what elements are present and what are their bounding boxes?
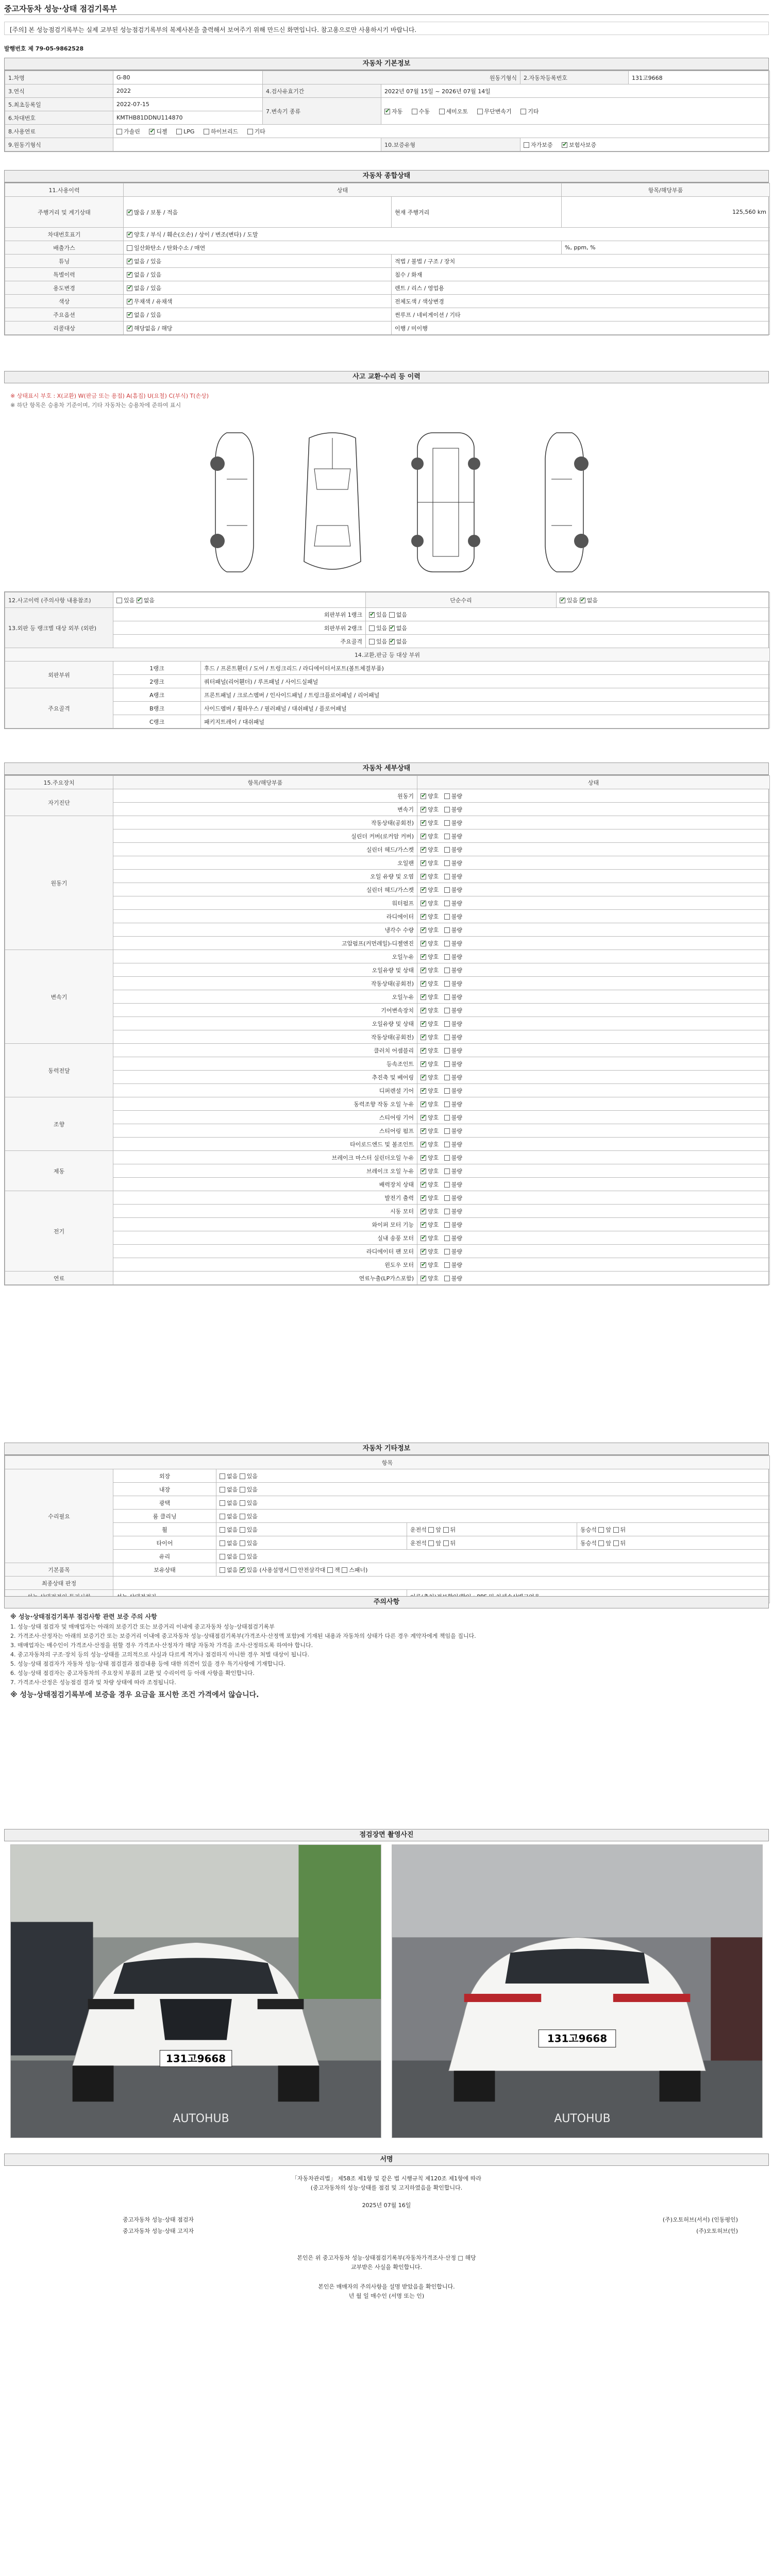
damage-legend-2: ※ 하단 항목은 승용차 기준이며, 기타 자동차는 승용차에 준하여 표시: [10, 402, 181, 409]
accident-label: 12.사고이력 (주의사항 내용참조): [5, 592, 113, 608]
detail-item-state: ✔ 양호 불량: [417, 1164, 770, 1178]
detail-item-label: 오일누유: [113, 950, 417, 963]
notice-box: [주의] 본 성능점검기록부는 실제 교부된 성능점검기록부의 복제사본을 출력해서 보여주기 위해 만드신 화면입니다. 참고용으로만 사용하시기 바랍니다.: [4, 22, 769, 35]
row-emission-label: 배출가스: [5, 241, 124, 255]
svg-text:AUTOHUB: AUTOHUB: [554, 2112, 611, 2126]
detail-item-label: 실린더 헤드/가스켓: [113, 843, 417, 856]
row-recall-note: 이행 / 미이행: [392, 321, 770, 335]
notes-warning: ※ 성능·상태점검기록부에 보증을 경우 요금을 표시한 조건 가격에서 않습니다.: [10, 1691, 259, 1699]
detail-item-label: 실린더 헤드/가스켓: [113, 883, 417, 896]
row-vin-mark-state: ✔ 양호 / 부식 / 훼손(오손) / 상이 / 변조(변타) / 도말: [124, 228, 770, 241]
label-engine-type: 원동기형식: [263, 71, 520, 84]
checkbox[interactable]: [384, 109, 390, 114]
row-color-label: 색상: [5, 295, 124, 308]
repair-label: 단순수리: [366, 592, 557, 608]
checkbox[interactable]: [439, 109, 445, 114]
car-left-side-icon: [206, 428, 263, 577]
detail-item-label: 냉각수 수량: [113, 923, 417, 937]
sign-header: 서명: [4, 2154, 769, 2166]
col-note: 항목/해당부품: [562, 183, 770, 197]
detail-item-label: 원동기: [113, 789, 417, 803]
row-tuning-note: 적법 / 불법 / 구조 / 장치: [392, 255, 770, 268]
value-vin: KMTHB81DDNU114870: [113, 111, 263, 125]
detail-item-label: 작동상태(공회전): [113, 816, 417, 829]
row-special-label: 특별이력: [5, 268, 124, 281]
detail-group-label: 전기: [5, 1191, 113, 1272]
detail-item-label: 브레이크 오일 누유: [113, 1164, 417, 1178]
damage-header: 사고 교환·수리 등 이력: [4, 371, 769, 383]
detail-item-state: ✔ 양호 불량: [417, 1272, 770, 1285]
detail-item-state: ✔ 양호 불량: [417, 1151, 770, 1164]
detail-item-label: 실린더 커버(로커암 커버): [113, 829, 417, 843]
detail-item-state: ✔ 양호 불량: [417, 896, 770, 910]
detail-item-state: ✔ 양호 불량: [417, 1205, 770, 1218]
basic-info-table: [4, 70, 769, 152]
detail-item-state: ✔ 양호 불량: [417, 1057, 770, 1071]
checkbox[interactable]: [247, 129, 253, 134]
detail-item-state: ✔ 양호 불량: [417, 1218, 770, 1231]
detail-item-state: ✔ 양호 불량: [417, 1191, 770, 1205]
detail-item-label: 스티어링 펌프: [113, 1124, 417, 1138]
row-special-note: 침수 / 화재: [392, 268, 770, 281]
detail-item-label: 오일유량 및 상태: [113, 1017, 417, 1030]
label-car-name: 1.차명: [5, 71, 113, 84]
car-top-view-icon: [294, 428, 371, 577]
detail-item-label: 발전기 출력: [113, 1191, 417, 1205]
detail-item-label: 동력조향 작동 오일 누유: [113, 1097, 417, 1111]
detail-item-state: ✔ 양호 불량: [417, 1030, 770, 1044]
detail-item-state: ✔ 양호 불량: [417, 1071, 770, 1084]
detail-item-state: ✔ 양호 불량: [417, 883, 770, 896]
checkbox[interactable]: [562, 142, 567, 148]
detail-item-label: 등속조인트: [113, 1057, 417, 1071]
detail-header: 자동차 세부상태: [4, 762, 769, 775]
title-rule: [4, 14, 769, 15]
fuel-options: 가솔린 ✔ 디젤 LPG 하이브리드 기타: [113, 125, 770, 138]
col-usage: 11.사용이력: [5, 183, 124, 197]
row-vin-mark-label: 차대번호표기: [5, 228, 124, 241]
detail-item-state: ✔ 양호 불량: [417, 1084, 770, 1097]
value-year: 2022: [113, 84, 263, 98]
detail-item-label: 라디에이터 팬 모터: [113, 1245, 417, 1258]
label-year: 3.연식: [5, 84, 113, 98]
label-inspection-valid: 4.검사유효기간: [263, 84, 381, 98]
photos-header: 점검장면 촬영사진: [4, 1829, 769, 1841]
detail-item-label: 시동 모터: [113, 1205, 417, 1218]
value-reg-no: 131고9668: [629, 71, 770, 84]
svg-text:AUTOHUB: AUTOHUB: [173, 2112, 229, 2126]
detail-item-label: 타이로드엔드 및 볼조인트: [113, 1138, 417, 1151]
label-vin: 6.차대번호: [5, 111, 113, 125]
detail-item-label: 와이퍼 모터 기능: [113, 1218, 417, 1231]
detail-item-state: ✔ 양호 불량: [417, 816, 770, 829]
detail-item-label: 워터펌프: [113, 896, 417, 910]
detail-group-label: 연료: [5, 1272, 113, 1285]
detail-item-state: ✔ 양호 불량: [417, 843, 770, 856]
row-options-note: 썬루프 / 네비게이션 / 기타: [392, 308, 770, 321]
row-tuning-state: ✔ 없음 / 있음: [124, 255, 392, 268]
col-state: 상태: [124, 183, 562, 197]
detail-item-label: 배력장치 상태: [113, 1178, 417, 1191]
row-emission-state: 일산화탄소 / 탄화수소 / 매연: [124, 241, 562, 255]
row-recall-state: ✔ 해당없음 / 해당: [124, 321, 392, 335]
detail-item-label: 스티어링 기어: [113, 1111, 417, 1124]
row-options-label: 주요옵션: [5, 308, 124, 321]
basic-info-header: 자동차 기본정보: [4, 58, 769, 70]
label-warranty: 10.보증유형: [381, 138, 520, 151]
exterior-label: 13.외판 등 랭크별 대상 외부 (외판): [5, 608, 113, 648]
detail-item-state: ✔ 양호 불량: [417, 910, 770, 923]
row-odometer-label: 주행거리 및 계기상태: [5, 197, 124, 228]
row-usechange-state: ✔ 없음 / 있음: [124, 281, 392, 295]
checkbox[interactable]: [149, 129, 155, 134]
detail-item-state: ✔ 양호 불량: [417, 963, 770, 977]
detail-item-state: ✔ 양호 불량: [417, 870, 770, 883]
detail-item-state: ✔ 양호 불량: [417, 1004, 770, 1017]
detail-item-label: 라디에이터: [113, 910, 417, 923]
detail-item-label: 추진축 및 베어링: [113, 1071, 417, 1084]
detail-item-state: ✔ 양호 불량: [417, 1097, 770, 1111]
row-usechange-note: 렌트 / 리스 / 영업용: [392, 281, 770, 295]
damage-table: 12.사고이력 (주의사항 내용참조) 있음 ✔없음 단순수리 ✔ 있음 ✔없음 13.외판 등 랭크별 대상 외부 (외판) 외판부위 1랭크 ✔ 있음 없음 외판부위 2랭크 있음 ✔없음 주요골격 있음 ✔없음 14.교환,판금 등 대상 부위 외판부위 1랭크 후드 / 프론트휀더 / 도어 / 트렁크리드 / 라디에이터서포트(볼트체결부품) 2랭크 쿼터패널(리어휀더) / 루프패널 / 사이드실패널 주요골격 A랭크 프론트패널 / 크로스멤버 / 인사이드패널 / 트렁크플로어패널 / 리어패널 B랭크 사이드멤버 / 휠하우스 / 필러패널 / 대쉬패널 / 플로어패널 C랭크 패키지트레이 / 대쉬패널: [4, 591, 769, 729]
detail-item-state: ✔ 양호 불량: [417, 803, 770, 816]
detail-group-label: 자기진단: [5, 789, 113, 816]
row-color-state: ✔ 무채색 / 유채색: [124, 295, 392, 308]
doc-number: 발행번호 제 79-05-9862528: [4, 45, 84, 52]
detail-item-state: ✔ 양호 불량: [417, 1245, 770, 1258]
detail-item-state: ✔ 양호 불량: [417, 990, 770, 1004]
row-tuning-label: 튜닝: [5, 255, 124, 268]
other-header: 자동차 기타정보: [4, 1443, 769, 1455]
sign-block: 「자동차관리법」 제58조 제1항 및 같은 법 시행규칙 제120조 제1항에 따라 (중고자동차의 성능·상태를 점검 및 고지하였음을 확인합니다. 2025년 07월 16일 중고자동차 성능·상태 점검자 (주)오토허브(서서) (인동평인) 중고자동차 성능·상태 고지자 (주)오토허브(인) 본인은 위 중고자동차 성능·상태점검기록부(자동차가격조사·산정 □ 해당 교부받은 사실을 확인합니다. 본인은 매매자의 주의사항을 설명 받았음을 확인합니다. 년 월 일 매수인 (서명 또는 인): [123, 2175, 738, 2299]
notes-body: ※ 성능·상태점검기록부 점검사항 관련 보증 주의 사항 1. 성능·상태 점검자 및 매매업자는 아래의 보증기간 또는 보증거리 이내에 중고자동차 성능·상태점검기록부 2. 가격조사·산정자는 아래의 보증기간 또는 보증거리 이내에 중고자동차 성능·상태점검기록부(가격조사·산정액 포함)에 기재된 내용과 자동차의 상태가 다른 경우 계약자에게 책임을 집니다. 3. 매매업자는 매수인이 가격조사·산정을 원할 경우 가격조사·산정자가 해당 자동차 가격을 조사·산정하도록 하여야 합니다. 4. 중고자동차의 구조·장치 등의 성능·상태를 고의적으로 사실과 다르게 적거나 점검하지 아니한 경우 처벌 대상이 됩니다. 5. 성능·상태 점검자가 자동차 성능·상태 점검결과 점검내용 등에 대한 의견이 있을 경우 특기사항에 기재합니다. 6. 성능·상태 점검자는 중고자동차의 주요장치 부품의 교환 및 수리이력 등 아래 사항을 확인합니다. 7. 가격조사·산정은 성능점검 결과 및 차량 상태에 따라 조정됩니다. ※ 성능·상태점검기록부에 보증을 경우 요금을 표시한 조건 가격에서 않습니다.: [10, 1613, 763, 1699]
detail-item-label: 작동상태(공회전): [113, 1030, 417, 1044]
label-engine: 9.원동기형식: [5, 138, 113, 151]
svg-text:131고9668: 131고9668: [165, 2053, 226, 2065]
label-reg-no: 2.자동차등록번호: [520, 71, 629, 84]
detail-item-label: 변속기: [113, 803, 417, 816]
row-recall-label: 리콜대상: [5, 321, 124, 335]
detail-item-label: 오일누유: [113, 990, 417, 1004]
detail-item-label: 기어변속장치: [113, 1004, 417, 1017]
accident-options: 있음 ✔없음: [113, 592, 366, 608]
summary-table: [4, 182, 769, 335]
detail-item-label: 오일유량 및 상태: [113, 963, 417, 977]
value-inspection-valid: 2022년 07월 15일 ~ 2026년 07월 14일: [381, 84, 770, 98]
detail-item-label: 디퍼렌셜 기어: [113, 1084, 417, 1097]
rank-head: 14.교환,판금 등 대상 부위: [5, 648, 770, 662]
detail-item-state: ✔ 양호 불량: [417, 1111, 770, 1124]
label-transmission: 7.변속기 종류: [263, 98, 381, 125]
repair-options: ✔ 있음 ✔없음: [557, 592, 770, 608]
damage-legend-1: ※ 상태표시 부호 : X(교환) W(판금 또는 용접) A(흠집) U(요철) C(부식) T(손상): [10, 393, 209, 399]
rear-photo: [392, 1844, 763, 2138]
detail-group-label: 변속기: [5, 950, 113, 1044]
detail-item-state: ✔ 양호 불량: [417, 1258, 770, 1272]
row-usechange-label: 용도변경: [5, 281, 124, 295]
checkbox[interactable]: [204, 129, 209, 134]
detail-item-label: 오일팬: [113, 856, 417, 870]
detail-item-state: ✔ 양호 불량: [417, 789, 770, 803]
detail-item-state: ✔ 양호 불량: [417, 829, 770, 843]
svg-text:131고9668: 131고9668: [547, 2032, 608, 2045]
value-car-name: G-80: [113, 71, 263, 84]
detail-item-label: 브레이크 마스터 실린더오일 누유: [113, 1151, 417, 1164]
checkbox[interactable]: [524, 142, 529, 148]
detail-item-label: 작동상태(공회전): [113, 977, 417, 990]
detail-item-state: ✔ 양호 불량: [417, 950, 770, 963]
car-right-side-icon: [536, 428, 593, 577]
detail-item-state: ✔ 양호 불량: [417, 1231, 770, 1245]
detail-item-state: ✔ 양호 불량: [417, 923, 770, 937]
detail-table: 15.주요장치 항목/해당부품 상태 자기진단 원동기 ✔ 양호 불량 변속기 ✔ 양호 불량 원동기 작동상태(공회전) ✔ 양호 불량 실린더 커버(로커암 커버) ✔ 양호 불량 실린더 헤드/가스켓 ✔ 양호 불량 오일팬 ✔ 양호 불량 오일 유량 및 오염 ✔ 양호 불량 실린더 헤드/가스켓 ✔ 양호 불량 워터펌프 ✔ 양호 불량 라디에이터 ✔ 양호 불량 냉각수 수량 ✔ 양호 불량 고압펌프(커먼레일)-디젤엔진 ✔ 양호 불량 변속기 오일누유 ✔ 양호 불량 오일유량 및 상태 ✔ 양호 불량 작동상태(공회전) ✔ 양호 불량 오일누유 ✔ 양호 불량 기어변속장치 ✔ 양호 불량 오일유량 및 상태 ✔ 양호 불량 작동상태(공회전) ✔ 양호 불량 동력전달 클러치 어셈블리 ✔ 양호 불량 등속조인트 ✔ 양호 불량 추진축 및 베어링 ✔ 양호 불량 디퍼렌셜 기어 ✔ 양호 불량 조향 동력조향 작동 오일 누유 ✔ 양호 불량 스티어링 기어 ✔ 양호 불량 스티어링 펌프 ✔ 양호 불량 타이로드엔드 및 볼조인트 ✔ 양호 불량 제동 브레이크 마스터 실린더오일 누유 ✔ 양호 불량 브레이크 오일 누유 ✔ 양호 불량 배력장치 상태 ✔ 양호 불량 전기 발전기 출력 ✔ 양호 불량 시동 모터 ✔ 양호 불량 와이퍼 모터 기능 ✔ 양호 불량 실내 송풍 모터 ✔ 양호 불량 라디에이터 팬 모터 ✔ 양호 불량 윈도우 모터 ✔ 양호 불량 연료 연료누출(LP가스포함) ✔ 양호 불량: [4, 775, 769, 1285]
detail-item-state: ✔ 양호 불량: [417, 1044, 770, 1057]
detail-item-label: 오일 유량 및 오염: [113, 870, 417, 883]
detail-item-state: ✔ 양호 불량: [417, 1017, 770, 1030]
detail-item-state: ✔ 양호 불량: [417, 856, 770, 870]
detail-group-label: 원동기: [5, 816, 113, 950]
page-title: 중고자동차 성능·상태 점검기록부: [4, 4, 117, 13]
row-emission-note: %, ppm, %: [562, 241, 770, 255]
label-fuel: 8.사용연료: [5, 125, 113, 138]
value-first-reg: 2022-07-15: [113, 98, 263, 111]
detail-item-label: 윈도우 모터: [113, 1258, 417, 1272]
checkbox[interactable]: [520, 109, 526, 114]
detail-item-state: ✔ 양호 불량: [417, 937, 770, 950]
label-first-reg: 5.최초등록일: [5, 98, 113, 111]
row-odometer-state: ✔ 많음 / 보통 / 적음: [124, 197, 392, 228]
front-photo: [10, 1844, 381, 2138]
transmission-options: ✔ 자동 수동 세미오토 무단변속기 기타: [381, 98, 770, 125]
detail-item-label: 클러치 어셈블리: [113, 1044, 417, 1057]
detail-item-state: ✔ 양호 불량: [417, 977, 770, 990]
checkbox[interactable]: [477, 109, 483, 114]
detail-item-label: 실내 송풍 모터: [113, 1231, 417, 1245]
row-odometer-note: 현재 주행거리: [392, 197, 562, 228]
checkbox[interactable]: [412, 109, 417, 114]
detail-item-state: ✔ 양호 불량: [417, 1178, 770, 1191]
checkbox[interactable]: [116, 129, 122, 134]
detail-group-label: 조향: [5, 1097, 113, 1151]
checkbox[interactable]: [176, 129, 182, 134]
row-color-note: 전체도색 / 색상변경: [392, 295, 770, 308]
other-table: 항목 수리필요 외장 없음 있음 내장 없음 있음 광택 없음 있음 룸 클리닝 없음 있음 휠 없음 있음 운전석 앞 뒤 동승석 앞 뒤 타이어 없음 있음 운전석 앞 뒤 동승석 앞 뒤 유리 없음 있음 기본품목 보유상태 없음 ✔있음 (사용설명서 안전삼각대 잭 스패너) 최종상태 판정: [4, 1455, 769, 1604]
row-special-state: ✔ 없음 / 있음: [124, 268, 392, 281]
detail-item-state: ✔ 양호 불량: [417, 1138, 770, 1151]
car-diagram: [206, 428, 598, 577]
detail-group-label: 제동: [5, 1151, 113, 1191]
summary-header: 자동차 종합상태: [4, 170, 769, 182]
value-engine: [113, 138, 381, 151]
detail-item-label: 고압펌프(커먼레일)-디젤엔진: [113, 937, 417, 950]
detail-group-label: 동력전달: [5, 1044, 113, 1097]
row-options-state: ✔ 없음 / 있음: [124, 308, 392, 321]
detail-item-label: 연료누출(LP가스포함): [113, 1272, 417, 1285]
notes-header: 주의사항: [4, 1596, 769, 1608]
row-odometer-value: 125,560 km: [562, 197, 770, 228]
car-frame-view-icon: [402, 428, 490, 577]
warranty-options: 자가보증 ✔ 보험사보증: [520, 138, 770, 151]
detail-item-state: ✔ 양호 불량: [417, 1124, 770, 1138]
